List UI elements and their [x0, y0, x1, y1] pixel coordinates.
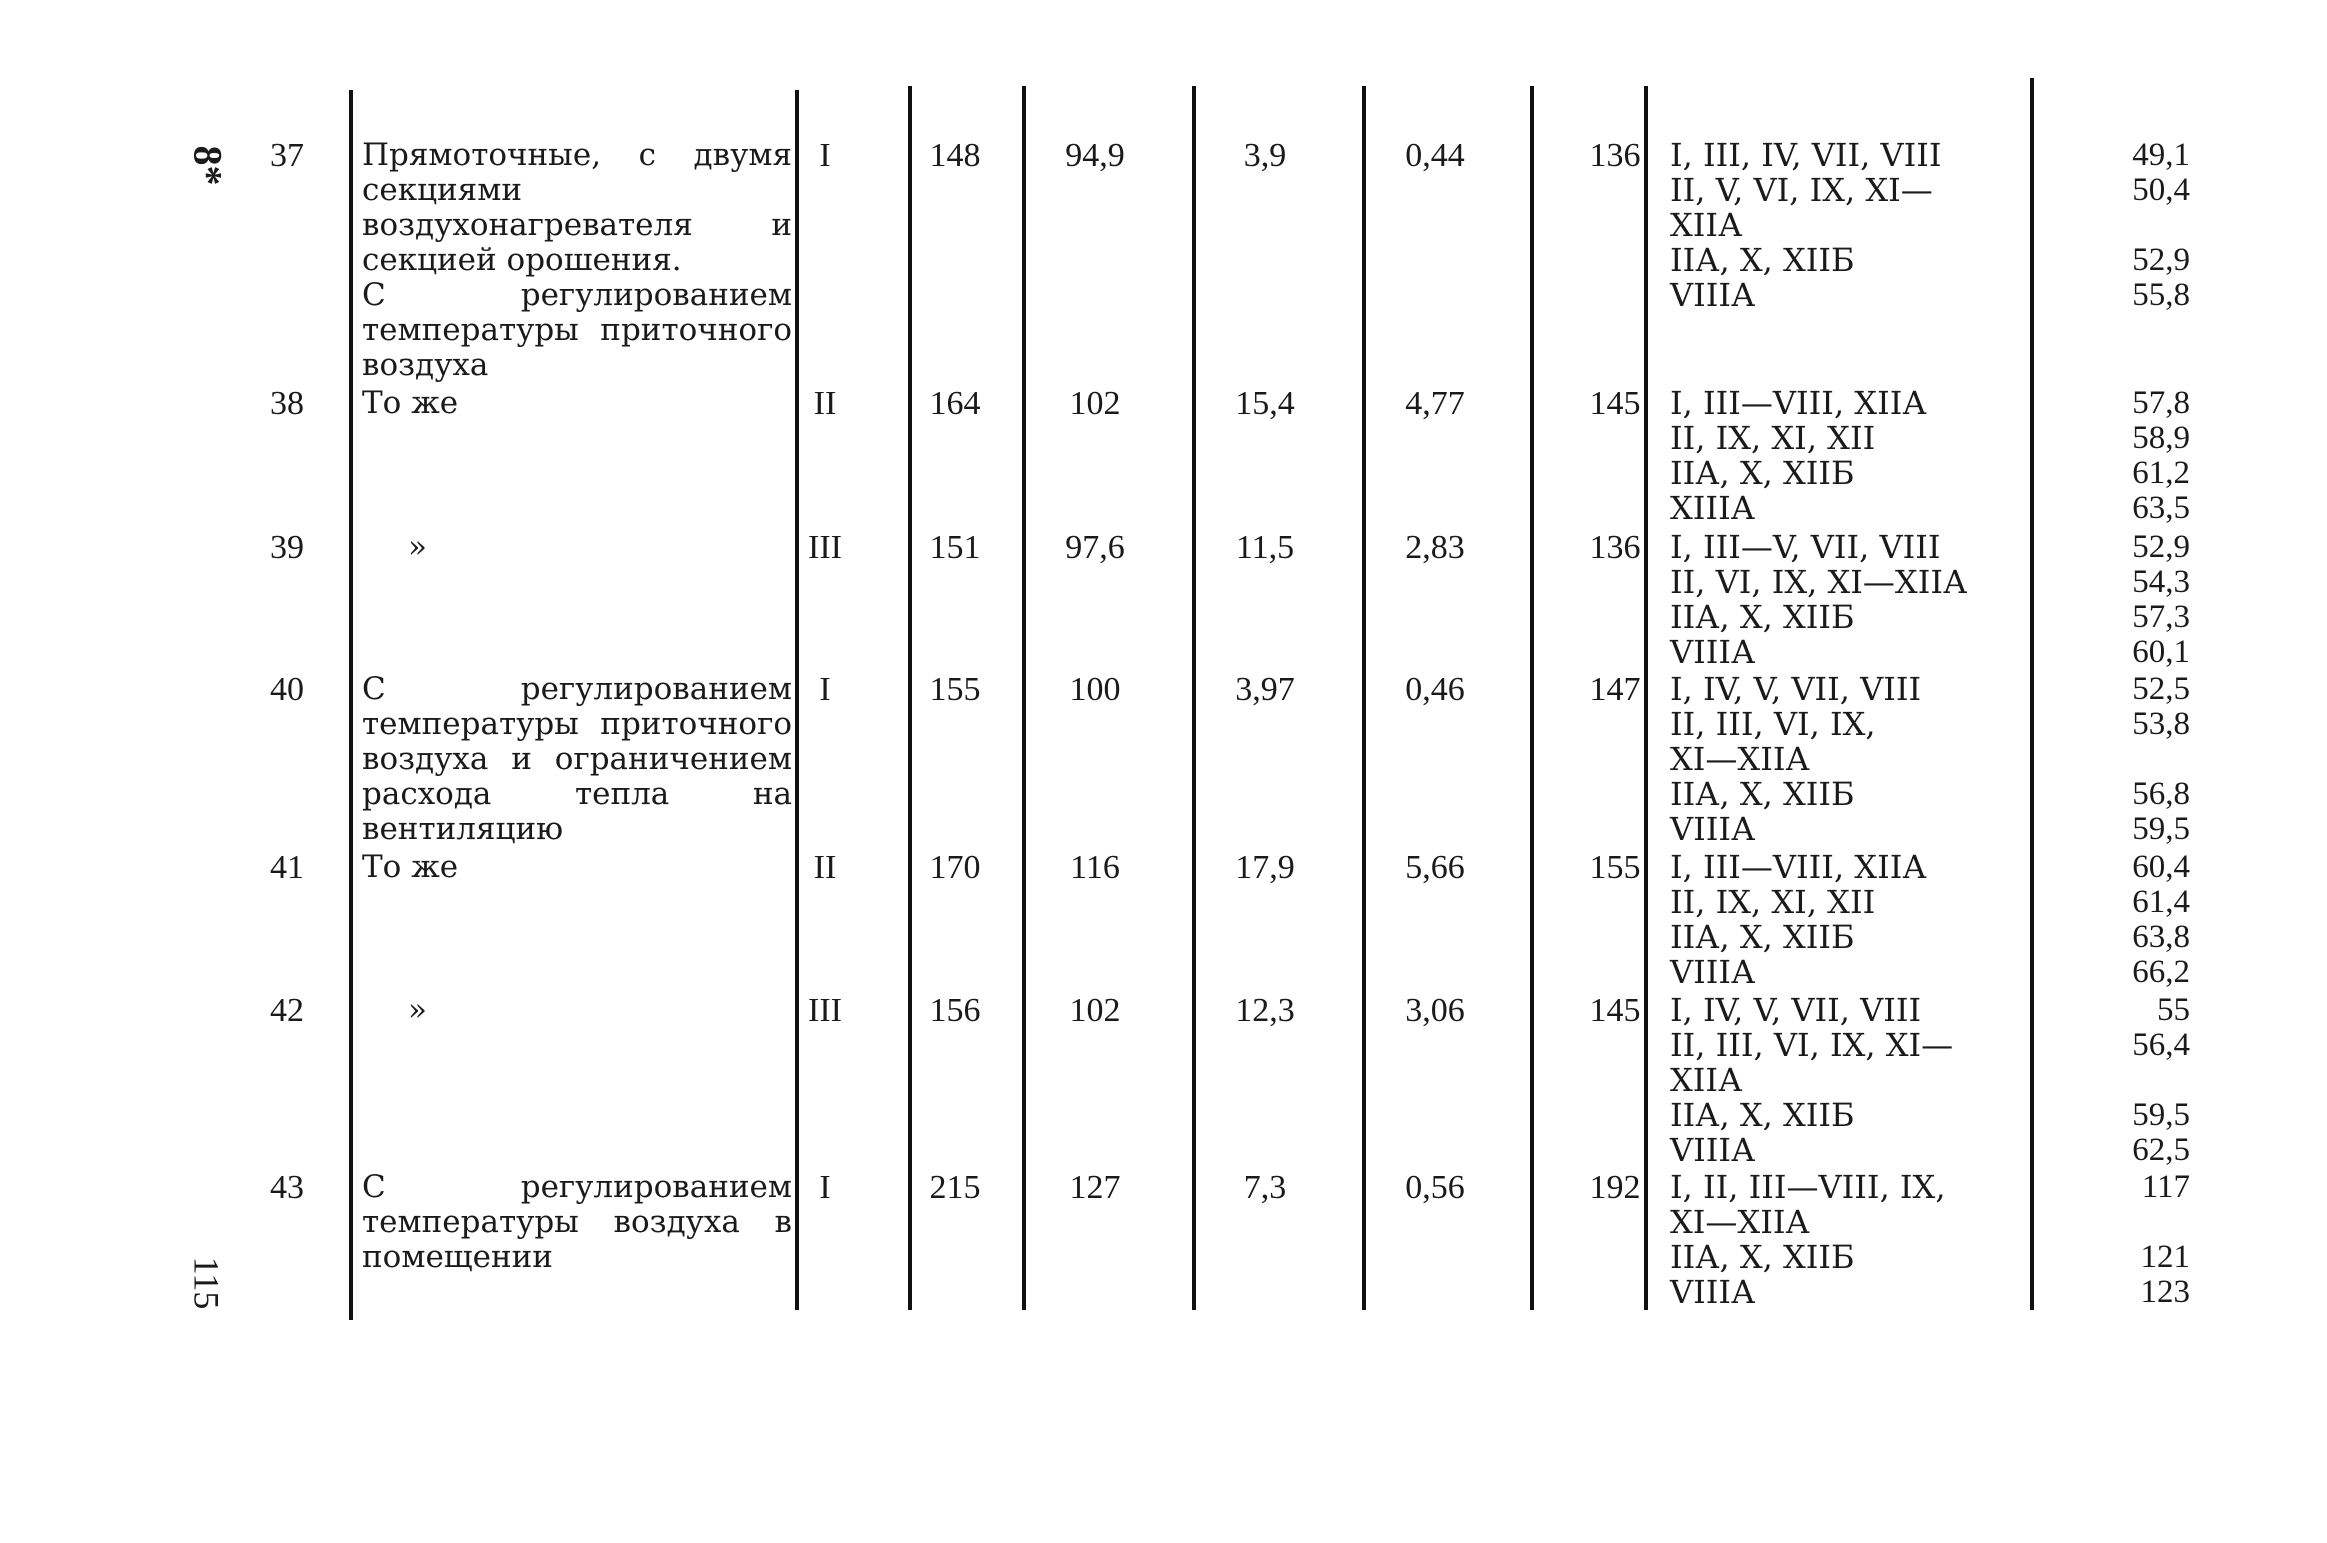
row-description: То же — [362, 849, 459, 885]
row-zones: I, III—VIII, XIIА II, IX, XI, XII IIА, X, XIIБ VIIIА — [1670, 848, 1927, 991]
row-value-1: 151 — [929, 529, 981, 566]
row-number: 39 — [270, 529, 304, 566]
row-zone-values: 52,5 53,8 56,8 59,5 — [2132, 671, 2190, 847]
row-value-3: 3,9 — [1243, 137, 1287, 174]
row-value-4: 3,06 — [1405, 992, 1465, 1029]
row-description: С регулированием температуры приточного воздуха и ограничением расхода тепла на вентиляцию — [362, 671, 792, 847]
row-zone-values: 52,9 54,3 57,3 60,1 — [2132, 529, 2190, 670]
row-value-1: 170 — [929, 849, 981, 886]
column-rule — [1530, 86, 1534, 1310]
row-value-1: 156 — [929, 992, 981, 1029]
row-description: То же — [362, 385, 459, 421]
row-value-3: 15,4 — [1235, 385, 1295, 422]
row-number: 40 — [270, 671, 304, 708]
row-zone-values: 49,1 50,4 52,9 55,8 — [2132, 137, 2190, 313]
row-type: II — [813, 385, 837, 422]
row-description: » — [408, 992, 427, 1028]
row-zone-values: 60,4 61,4 63,8 66,2 — [2132, 849, 2190, 990]
row-zones: I, III—VIII, XIIА II, IX, XI, XII IIА, X, XIIБ XIIIА — [1670, 384, 1927, 527]
row-value-3: 7,3 — [1243, 1169, 1287, 1206]
row-zone-values: 57,8 58,9 61,2 63,5 — [2132, 385, 2190, 526]
row-description: С регулированием температуры воздуха в помещении — [362, 1169, 792, 1275]
row-value-4: 0,46 — [1405, 671, 1465, 708]
row-value-5: 136 — [1589, 137, 1641, 174]
row-description: » — [408, 529, 427, 565]
row-value-1: 155 — [929, 671, 981, 708]
row-value-4: 4,77 — [1405, 385, 1465, 422]
row-value-2: 116 — [1070, 849, 1120, 886]
row-description: Прямоточные, с двумя секциями воздухонагревателя и секцией орошения. С регулированием температуры приточного воздуха — [362, 137, 792, 383]
row-value-2: 97,6 — [1065, 529, 1125, 566]
row-type: I — [819, 671, 831, 708]
row-value-4: 2,83 — [1405, 529, 1465, 566]
row-value-3: 3,97 — [1235, 671, 1295, 708]
row-number: 38 — [270, 385, 304, 422]
row-type: I — [819, 1169, 831, 1206]
row-value-4: 0,56 — [1405, 1169, 1465, 1206]
row-value-5: 155 — [1589, 849, 1641, 886]
row-type: II — [813, 849, 837, 886]
row-zones: I, IV, V, VII, VIII II, III, VI, IX, XI—XIIА IIА, X, XIIБ VIIIА — [1670, 670, 1922, 848]
row-value-4: 0,44 — [1405, 137, 1465, 174]
row-value-1: 215 — [929, 1169, 981, 1206]
column-rule — [795, 90, 799, 1310]
row-value-1: 164 — [929, 385, 981, 422]
row-zone-values: 117 121 123 — [2140, 1169, 2190, 1310]
margin-note-top: 8* — [185, 145, 231, 186]
row-number: 43 — [270, 1169, 304, 1206]
row-value-5: 145 — [1589, 385, 1641, 422]
row-type: III — [808, 992, 842, 1029]
row-value-5: 136 — [1589, 529, 1641, 566]
row-value-3: 17,9 — [1235, 849, 1295, 886]
row-value-5: 192 — [1589, 1169, 1641, 1206]
row-number: 37 — [270, 137, 304, 174]
row-value-3: 12,3 — [1235, 992, 1295, 1029]
row-value-2: 102 — [1069, 992, 1121, 1029]
row-zone-values: 55 56,4 59,5 62,5 — [2132, 992, 2190, 1168]
row-value-4: 5,66 — [1405, 849, 1465, 886]
row-type: III — [808, 529, 842, 566]
row-value-3: 11,5 — [1235, 529, 1295, 566]
row-value-2: 127 — [1069, 1169, 1121, 1206]
row-zones: I, III, IV, VII, VIII II, V, VI, IX, XI— XIIА IIА, X, XIIБ VIIIА — [1670, 136, 1942, 314]
row-number: 41 — [270, 849, 304, 886]
row-type: I — [819, 137, 831, 174]
column-rule — [1022, 86, 1026, 1310]
row-value-1: 148 — [929, 137, 981, 174]
column-rule — [1362, 86, 1366, 1310]
row-zones: I, II, III—VIII, IX, XI—XIIА IIА, X, XIIБ VIIIА — [1670, 1168, 1946, 1311]
row-value-5: 147 — [1589, 671, 1641, 708]
row-zones: I, IV, V, VII, VIII II, III, VI, IX, XI— XIIА IIА, X, XIIБ VIIIА — [1670, 991, 1954, 1169]
row-number: 42 — [270, 992, 304, 1029]
page-number: 115 — [186, 1256, 227, 1310]
row-zones: I, III—V, VII, VIII II, VI, IX, XI—XIIА IIА, X, XIIБ VIIIА — [1670, 528, 1968, 671]
row-value-5: 145 — [1589, 992, 1641, 1029]
row-value-2: 94,9 — [1065, 137, 1125, 174]
column-rule — [1192, 86, 1196, 1310]
row-value-2: 100 — [1069, 671, 1121, 708]
row-value-2: 102 — [1069, 385, 1121, 422]
